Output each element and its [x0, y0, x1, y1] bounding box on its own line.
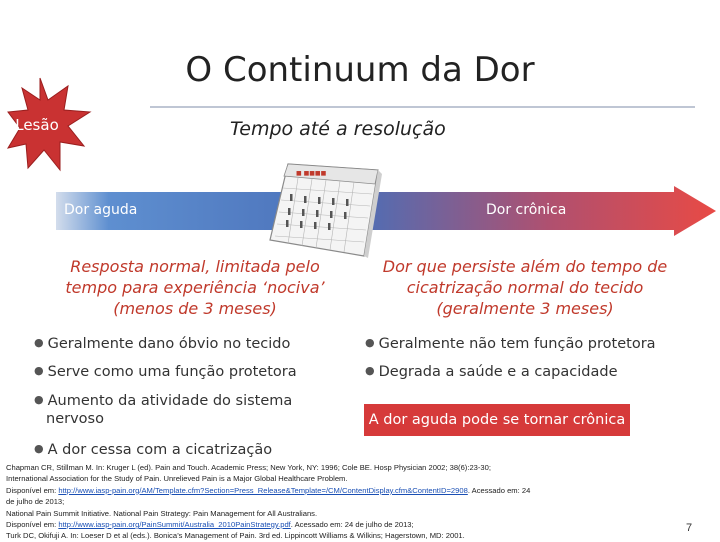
reference-line: International Association for the Study of Pain. Unrelieved Pain is a Major Global Healthcare Problem.: [6, 474, 348, 484]
chronic-heading-line: Dor que persiste além do tempo de: [382, 257, 668, 276]
reference-line: de julho de 2013;: [6, 497, 65, 507]
timeline-subtitle: Tempo até a resolução: [230, 118, 446, 140]
bullet-text: Degrada a saúde e a capacidade: [378, 364, 618, 380]
bullet-text: Serve como uma função protetora: [47, 364, 297, 380]
acute-bullet: [34, 391, 292, 428]
acute-heading-line: tempo para experiência ‘nociva’: [65, 278, 325, 297]
reference-line: [6, 485, 666, 496]
acute-bullet: [34, 440, 272, 459]
bullet-icon: ●: [34, 364, 44, 377]
bullet-text: Geralmente não tem função protetora: [378, 336, 656, 352]
reference-line: [6, 519, 666, 530]
bullet-icon: ●: [34, 336, 44, 349]
reference-suffix: . Acessado em: 24: [467, 485, 531, 495]
reference-line: Chapman CR, Stillman M. In: Kruger L (ed). Pain and Touch. Academic Press; New York, NY: 1996; Cole BE. Hosp Physician 2002; 38(6):23-30;: [6, 463, 491, 472]
acute-to-chronic-callout: A dor aguda pode se tornar crônica: [364, 404, 630, 436]
acute-bullet: [34, 362, 297, 381]
bullet-text: nervoso: [46, 411, 104, 427]
slide-title: O Continuum da Dor: [185, 50, 535, 90]
acute-pain-label: Dor aguda: [64, 202, 138, 218]
chronic-bullet: [365, 334, 656, 353]
reference-prefix: Disponível em:: [6, 485, 59, 495]
injury-label: Lesão: [15, 116, 59, 134]
reference-prefix: Disponível em:: [6, 520, 59, 530]
bullet-icon: ●: [365, 336, 375, 349]
bullet-text: Aumento da atividade do sistema: [47, 393, 293, 409]
chronic-pain-heading: [370, 256, 680, 319]
reference-line: National Pain Summit Initiative. National Pain Strategy: Pain Management for All Australians.: [6, 508, 318, 518]
chronic-heading-line: cicatrização normal do tecido: [406, 278, 644, 297]
chronic-pain-label: Dor crônica: [486, 202, 567, 218]
reference-link[interactable]: http://www.iasp-pain.org/PainSummit/Australia_2010PainStrategy.pdf: [58, 520, 291, 530]
chronic-heading-line: (geralmente 3 meses): [436, 299, 614, 318]
acute-heading-line: Resposta normal, limitada pelo: [70, 257, 320, 276]
bullet-text: A dor cessa com a cicatrização: [47, 442, 273, 458]
references: [6, 462, 666, 542]
bullet-icon: ●: [34, 393, 44, 406]
reference-suffix: . Acessado em: 24 de julho de 2013;: [290, 520, 414, 530]
acute-pain-heading: [40, 256, 350, 319]
reference-link[interactable]: http://www.iasp-pain.org/AM/Template.cfm?Section=Press_Release&Template=/CM/ContentDisplay.cfm&ContentID=2908: [58, 485, 468, 495]
calendar-icon: [266, 160, 390, 260]
svg-text:■ ■■■■: ■ ■■■■: [296, 170, 327, 177]
chronic-bullet: [365, 362, 618, 381]
page-number: 7: [686, 522, 693, 534]
reference-line: Turk DC, Okifuji A. In: Loeser D et al (eds.). Bonica’s Management of Pain. 3rd ed. Lippincott Williams & Wilkins; Hagerstown, MD: 2001.: [6, 531, 465, 541]
acute-bullet: [34, 334, 290, 353]
bullet-icon: ●: [365, 364, 375, 377]
title-divider: [150, 106, 695, 108]
bullet-text: Geralmente dano óbvio no tecido: [47, 336, 291, 352]
acute-heading-line: (menos de 3 meses): [113, 299, 277, 318]
bullet-icon: ●: [34, 442, 44, 455]
